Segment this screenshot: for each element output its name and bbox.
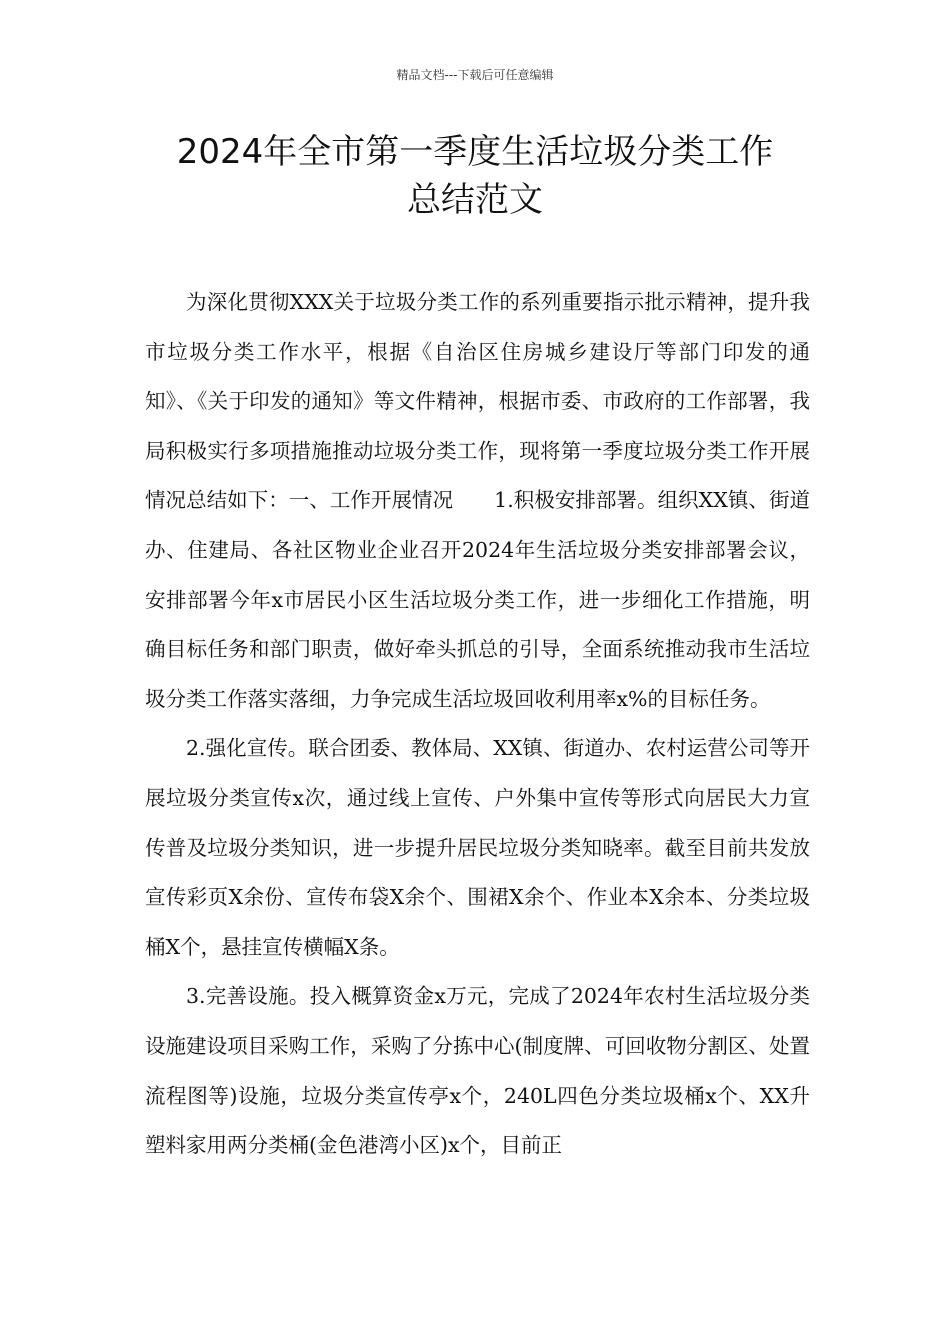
page-header: 精品文档---下载后可任意编辑	[396, 68, 554, 82]
paragraph-intro: 为深化贯彻XXX关于垃圾分类工作的系列重要指示批示精神，提升我市垃圾分类工作水平，根据《自治区住房城乡建设厅等部门印发的通知》、《关于印发的通知》等文件精神，根据市委、市政府的工作部署，我局积极实行多项措施推动垃圾分类工作，现将第一季度垃圾分类工作开展情况总结如下：一、工作开展情况 1.积极安排部署。组织XX镇、街道办、住建局、各社区物业企业召开2024年生活垃圾分类安排部署会议，安排部署今年x市居民小区生活垃圾分类工作，进一步细化工作措施，明确目标任务和部门职责，做好牵头抓总的引导，全面系统推动我市生活垃圾分类工作落实落细，力争完成生活垃圾回收利用率x%的目标任务。	[145, 290, 810, 711]
paragraph-publicity: 2.强化宣传。联合团委、教体局、XX镇、街道办、农村运营公司等开展垃圾分类宣传x次，通过线上宣传、户外集中宣传等形式向居民大力宣传普及垃圾分类知识，进一步提升居民垃圾分类知晓率。截至目前共发放宣传彩页X余份、宣传布袋X余个、围裙X余个、作业本X余本、分类垃圾桶X个，悬挂宣传横幅X条。	[145, 736, 810, 959]
document-body	[145, 278, 810, 1171]
document-title	[120, 128, 830, 224]
title-line-1: 2024年全市第一季度生活垃圾分类工作	[176, 132, 774, 172]
paragraph-facilities: 3.完善设施。投入概算资金x万元，完成了2024年农村生活垃圾分类设施建设项目采购工作，采购了分拣中心(制度牌、可回收物分割区、处置流程图等)设施，垃圾分类宣传亭x个，240L四色分类垃圾桶x个、XX升塑料家用两分类桶(金色港湾小区)x个，目前正	[145, 984, 810, 1158]
title-line-2: 总结范文	[407, 180, 543, 220]
